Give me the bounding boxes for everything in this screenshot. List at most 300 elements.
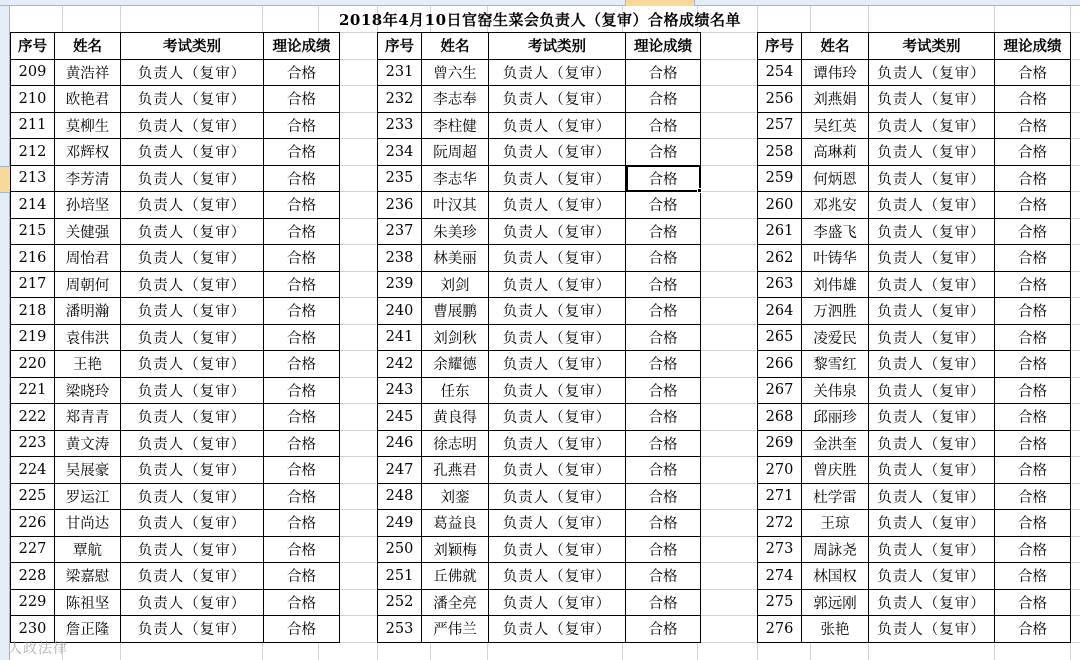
exam-type-cell[interactable]: 负责人（复审）: [121, 112, 264, 139]
seq-cell[interactable]: 254: [758, 59, 802, 86]
exam-type-cell[interactable]: 负责人（复审）: [121, 457, 264, 484]
fill-handle[interactable]: [697, 188, 702, 193]
seq-cell[interactable]: 264: [758, 298, 802, 325]
score-cell[interactable]: 合格: [626, 404, 701, 431]
name-cell[interactable]: 叶铸华: [802, 245, 869, 272]
seq-cell[interactable]: 218: [11, 298, 55, 325]
table-row: [758, 404, 1071, 431]
name-cell[interactable]: 甘尚达: [55, 510, 121, 537]
score-cell[interactable]: 合格: [626, 430, 701, 457]
seq-cell[interactable]: 249: [378, 510, 422, 537]
seq-cell[interactable]: 228: [11, 563, 55, 590]
seq-cell[interactable]: 243: [378, 377, 422, 404]
seq-cell[interactable]: 256: [758, 86, 802, 113]
header-name[interactable]: 姓名: [55, 33, 121, 60]
seq-cell[interactable]: 212: [11, 139, 55, 166]
table-row: [11, 298, 340, 325]
exam-type-cell[interactable]: 负责人（复审）: [489, 192, 626, 219]
seq-cell[interactable]: 250: [378, 536, 422, 563]
score-cell[interactable]: 合格: [264, 510, 340, 537]
name-cell[interactable]: 万泗胜: [802, 298, 869, 325]
seq-cell[interactable]: 221: [11, 377, 55, 404]
exam-type-cell[interactable]: 负责人（复审）: [121, 510, 264, 537]
exam-type-cell[interactable]: 负责人（复审）: [121, 86, 264, 113]
score-cell[interactable]: 合格: [626, 351, 701, 378]
header-score[interactable]: 理论成绩: [626, 33, 701, 60]
name-cell[interactable]: 张艳: [802, 616, 869, 643]
seq-cell[interactable]: 266: [758, 351, 802, 378]
seq-cell[interactable]: 276: [758, 616, 802, 643]
name-cell[interactable]: 叶汉其: [422, 192, 489, 219]
score-cell[interactable]: 合格: [626, 377, 701, 404]
exam-type-cell[interactable]: 负责人（复审）: [121, 245, 264, 272]
score-cell[interactable]: 合格: [264, 165, 340, 192]
seq-cell[interactable]: 225: [11, 483, 55, 510]
seq-cell[interactable]: 226: [11, 510, 55, 537]
score-cell[interactable]: 合格: [626, 192, 701, 219]
score-cell[interactable]: 合格: [264, 616, 340, 643]
name-cell[interactable]: 阮周超: [422, 139, 489, 166]
score-cell[interactable]: 合格: [995, 430, 1071, 457]
seq-cell[interactable]: 234: [378, 139, 422, 166]
name-cell[interactable]: 梁嘉慰: [55, 563, 121, 590]
name-cell[interactable]: 莫柳生: [55, 112, 121, 139]
seq-cell[interactable]: 215: [11, 218, 55, 245]
exam-type-cell[interactable]: 负责人（复审）: [489, 218, 626, 245]
name-cell[interactable]: 李志华: [422, 165, 489, 192]
exam-type-cell[interactable]: 负责人（复审）: [121, 404, 264, 431]
exam-type-cell[interactable]: 负责人（复审）: [489, 86, 626, 113]
name-cell[interactable]: 欧艳君: [55, 86, 121, 113]
score-cell[interactable]: 合格: [626, 589, 701, 616]
exam-type-cell[interactable]: 负责人（复审）: [121, 589, 264, 616]
seq-cell[interactable]: 251: [378, 563, 422, 590]
exam-type-cell[interactable]: 负责人（复审）: [869, 139, 995, 166]
score-cell[interactable]: 合格: [995, 377, 1071, 404]
score-cell[interactable]: 合格: [995, 298, 1071, 325]
table-row: [758, 245, 1071, 272]
table-row: [758, 298, 1071, 325]
seq-cell[interactable]: 270: [758, 457, 802, 484]
header-seq[interactable]: 序号: [11, 33, 55, 60]
name-cell[interactable]: 林国权: [802, 563, 869, 590]
exam-type-cell[interactable]: 负责人（复审）: [121, 430, 264, 457]
exam-type-cell[interactable]: 负责人（复审）: [869, 192, 995, 219]
exam-type-cell[interactable]: 负责人（复审）: [489, 245, 626, 272]
name-cell[interactable]: 曾六生: [422, 59, 489, 86]
exam-type-cell[interactable]: 负责人（复审）: [121, 377, 264, 404]
exam-type-cell[interactable]: 负责人（复审）: [121, 536, 264, 563]
exam-type-cell[interactable]: 负责人（复审）: [869, 324, 995, 351]
seq-cell[interactable]: 236: [378, 192, 422, 219]
seq-cell[interactable]: 271: [758, 483, 802, 510]
header-score[interactable]: 理论成绩: [264, 33, 340, 60]
seq-cell[interactable]: 261: [758, 218, 802, 245]
score-cell[interactable]: 合格: [626, 218, 701, 245]
seq-cell[interactable]: 239: [378, 271, 422, 298]
name-cell[interactable]: 杜学雷: [802, 483, 869, 510]
exam-type-cell[interactable]: 负责人（复审）: [869, 351, 995, 378]
score-cell[interactable]: 合格: [995, 483, 1071, 510]
name-cell[interactable]: 周詠尧: [802, 536, 869, 563]
seq-cell[interactable]: 257: [758, 112, 802, 139]
name-cell[interactable]: 黄文涛: [55, 430, 121, 457]
name-cell[interactable]: 李志奉: [422, 86, 489, 113]
name-cell[interactable]: 郭远刚: [802, 589, 869, 616]
seq-cell[interactable]: 229: [11, 589, 55, 616]
table-row: [11, 271, 340, 298]
score-cell[interactable]: 合格: [626, 112, 701, 139]
score-cell[interactable]: 合格: [626, 563, 701, 590]
score-cell[interactable]: 合格: [995, 351, 1071, 378]
name-cell[interactable]: 刘燕娟: [802, 86, 869, 113]
seq-cell[interactable]: 275: [758, 589, 802, 616]
seq-cell[interactable]: 246: [378, 430, 422, 457]
seq-cell[interactable]: 262: [758, 245, 802, 272]
score-cell[interactable]: 合格: [264, 112, 340, 139]
score-cell[interactable]: 合格: [995, 139, 1071, 166]
exam-type-cell[interactable]: 负责人（复审）: [869, 536, 995, 563]
seq-cell[interactable]: 230: [11, 616, 55, 643]
name-cell[interactable]: 罗运江: [55, 483, 121, 510]
name-cell[interactable]: 吴展豪: [55, 457, 121, 484]
name-cell[interactable]: 高琳莉: [802, 139, 869, 166]
watermark-text: 人政法律: [8, 641, 68, 657]
exam-type-cell[interactable]: 负责人（复审）: [121, 616, 264, 643]
score-cell[interactable]: 合格: [995, 457, 1071, 484]
name-cell[interactable]: 任东: [422, 377, 489, 404]
name-cell[interactable]: 丘佛就: [422, 563, 489, 590]
seq-cell[interactable]: 213: [11, 165, 55, 192]
score-cell[interactable]: 合格: [995, 510, 1071, 537]
name-cell[interactable]: 何炳恩: [802, 165, 869, 192]
exam-type-cell[interactable]: 负责人（复审）: [489, 457, 626, 484]
exam-type-cell[interactable]: 负责人（复审）: [489, 430, 626, 457]
score-cell[interactable]: 合格: [264, 324, 340, 351]
seq-cell[interactable]: 235: [378, 165, 422, 192]
exam-type-cell[interactable]: 负责人（复审）: [121, 139, 264, 166]
name-cell[interactable]: 邱丽珍: [802, 404, 869, 431]
score-cell[interactable]: 合格: [626, 616, 701, 643]
name-cell[interactable]: 邓辉权: [55, 139, 121, 166]
seq-cell[interactable]: 274: [758, 563, 802, 590]
table-row: [378, 218, 701, 245]
seq-cell[interactable]: 240: [378, 298, 422, 325]
selected-row-header[interactable]: [0, 166, 10, 193]
score-cell[interactable]: 合格: [995, 165, 1071, 192]
exam-type-cell[interactable]: 负责人（复审）: [869, 271, 995, 298]
score-cell[interactable]: 合格: [626, 86, 701, 113]
score-cell[interactable]: 合格: [995, 192, 1071, 219]
exam-type-cell[interactable]: 负责人（复审）: [489, 351, 626, 378]
table-row: [758, 536, 1071, 563]
seq-cell[interactable]: 220: [11, 351, 55, 378]
seq-cell[interactable]: 209: [11, 59, 55, 86]
name-cell[interactable]: 葛益良: [422, 510, 489, 537]
exam-type-cell[interactable]: 负责人（复审）: [869, 86, 995, 113]
seq-cell[interactable]: 219: [11, 324, 55, 351]
exam-type-cell[interactable]: 负责人（复审）: [869, 510, 995, 537]
name-cell[interactable]: 李盛飞: [802, 218, 869, 245]
score-cell[interactable]: 合格: [995, 616, 1071, 643]
seq-cell[interactable]: 272: [758, 510, 802, 537]
header-exam-type[interactable]: 考试类别: [489, 33, 626, 60]
seq-cell[interactable]: 252: [378, 589, 422, 616]
exam-type-cell[interactable]: 负责人（复审）: [121, 165, 264, 192]
score-cell[interactable]: 合格: [264, 192, 340, 219]
score-cell[interactable]: 合格: [995, 245, 1071, 272]
score-cell[interactable]: 合格: [626, 324, 701, 351]
name-cell[interactable]: 刘剑: [422, 271, 489, 298]
table-row: [378, 510, 701, 537]
exam-type-cell[interactable]: 负责人（复审）: [489, 59, 626, 86]
seq-cell[interactable]: 238: [378, 245, 422, 272]
exam-type-cell[interactable]: 负责人（复审）: [489, 298, 626, 325]
name-cell[interactable]: 黄浩祥: [55, 59, 121, 86]
score-cell[interactable]: 合格: [264, 245, 340, 272]
score-cell[interactable]: 合格: [264, 430, 340, 457]
name-cell[interactable]: 凌爱民: [802, 324, 869, 351]
header-name[interactable]: 姓名: [802, 33, 869, 60]
score-cell[interactable]: 合格: [995, 589, 1071, 616]
seq-cell[interactable]: 237: [378, 218, 422, 245]
exam-type-cell[interactable]: 负责人（复审）: [121, 483, 264, 510]
exam-type-cell[interactable]: 负责人（复审）: [489, 165, 626, 192]
exam-type-cell[interactable]: 负责人（复审）: [489, 139, 626, 166]
exam-type-cell[interactable]: 负责人（复审）: [121, 192, 264, 219]
name-cell[interactable]: 刘颖梅: [422, 536, 489, 563]
table-row: [378, 245, 701, 272]
table-header-row: [758, 33, 1071, 60]
seq-cell[interactable]: 216: [11, 245, 55, 272]
exam-type-cell[interactable]: 负责人（复审）: [869, 112, 995, 139]
exam-type-cell[interactable]: 负责人（复审）: [489, 271, 626, 298]
name-cell[interactable]: 潘全亮: [422, 589, 489, 616]
seq-cell[interactable]: 245: [378, 404, 422, 431]
name-cell[interactable]: 周朝何: [55, 271, 121, 298]
name-cell[interactable]: 郑青青: [55, 404, 121, 431]
name-cell[interactable]: 刘剑秋: [422, 324, 489, 351]
seq-cell[interactable]: 222: [11, 404, 55, 431]
name-cell[interactable]: 林美丽: [422, 245, 489, 272]
seq-cell[interactable]: 217: [11, 271, 55, 298]
name-cell[interactable]: 谭伟玲: [802, 59, 869, 86]
header-score[interactable]: 理论成绩: [995, 33, 1071, 60]
score-cell[interactable]: 合格: [995, 536, 1071, 563]
score-cell[interactable]: 合格: [995, 112, 1071, 139]
score-cell[interactable]: 合格: [264, 351, 340, 378]
score-cell[interactable]: 合格: [264, 271, 340, 298]
seq-cell[interactable]: 247: [378, 457, 422, 484]
score-cell[interactable]: 合格: [995, 218, 1071, 245]
exam-type-cell[interactable]: 负责人（复审）: [121, 298, 264, 325]
seq-cell[interactable]: 268: [758, 404, 802, 431]
table-row: [378, 589, 701, 616]
seq-cell[interactable]: 210: [11, 86, 55, 113]
exam-type-cell[interactable]: 负责人（复审）: [121, 59, 264, 86]
score-cell[interactable]: 合格: [264, 139, 340, 166]
exam-type-cell[interactable]: 负责人（复审）: [121, 351, 264, 378]
name-cell[interactable]: 袁伟洪: [55, 324, 121, 351]
table-row: [758, 218, 1071, 245]
exam-type-cell[interactable]: 负责人（复审）: [121, 218, 264, 245]
exam-type-cell[interactable]: 负责人（复审）: [869, 616, 995, 643]
score-cell[interactable]: 合格: [995, 59, 1071, 86]
header-seq[interactable]: 序号: [758, 33, 802, 60]
name-cell[interactable]: 严伟兰: [422, 616, 489, 643]
score-cell[interactable]: 合格: [626, 59, 701, 86]
table-row: [11, 563, 340, 590]
header-exam-type[interactable]: 考试类别: [869, 33, 995, 60]
row-header-bar[interactable]: [0, 6, 10, 660]
seq-cell[interactable]: 260: [758, 192, 802, 219]
name-cell[interactable]: 徐志明: [422, 430, 489, 457]
exam-type-cell[interactable]: 负责人（复审）: [121, 563, 264, 590]
name-cell[interactable]: 孔燕君: [422, 457, 489, 484]
name-cell[interactable]: 黄良得: [422, 404, 489, 431]
seq-cell[interactable]: 231: [378, 59, 422, 86]
score-cell[interactable]: 合格: [264, 298, 340, 325]
name-cell[interactable]: 余耀德: [422, 351, 489, 378]
sheet-title[interactable]: 2018年4月10日官窑生菜会负责人（复审）合格成绩名单: [338, 10, 742, 29]
name-cell[interactable]: 李芳清: [55, 165, 121, 192]
seq-cell[interactable]: 233: [378, 112, 422, 139]
table-row: [378, 139, 701, 166]
header-seq[interactable]: 序号: [378, 33, 422, 60]
name-cell[interactable]: 詹正隆: [55, 616, 121, 643]
active-cell[interactable]: 合格: [626, 165, 701, 192]
score-cell[interactable]: 合格: [995, 324, 1071, 351]
seq-cell[interactable]: 263: [758, 271, 802, 298]
exam-type-cell[interactable]: 负责人（复审）: [489, 563, 626, 590]
header-exam-type[interactable]: 考试类别: [121, 33, 264, 60]
score-cell[interactable]: 合格: [264, 589, 340, 616]
score-cell[interactable]: 合格: [264, 563, 340, 590]
score-cell[interactable]: 合格: [626, 271, 701, 298]
seq-cell[interactable]: 248: [378, 483, 422, 510]
table-row: [758, 112, 1071, 139]
seq-cell[interactable]: 224: [11, 457, 55, 484]
score-cell[interactable]: 合格: [626, 536, 701, 563]
name-cell[interactable]: 刘伟雄: [802, 271, 869, 298]
exam-type-cell[interactable]: 负责人（复审）: [869, 218, 995, 245]
name-cell[interactable]: 黎雪红: [802, 351, 869, 378]
score-cell[interactable]: 合格: [264, 536, 340, 563]
score-cell[interactable]: 合格: [264, 457, 340, 484]
name-cell[interactable]: 梁晓玲: [55, 377, 121, 404]
score-cell[interactable]: 合格: [626, 457, 701, 484]
exam-type-cell[interactable]: 负责人（复审）: [489, 377, 626, 404]
name-cell[interactable]: 曹展鹏: [422, 298, 489, 325]
exam-type-cell[interactable]: 负责人（复审）: [869, 457, 995, 484]
seq-cell[interactable]: 214: [11, 192, 55, 219]
seq-cell[interactable]: 267: [758, 377, 802, 404]
name-cell[interactable]: 王琼: [802, 510, 869, 537]
score-cell[interactable]: 合格: [995, 404, 1071, 431]
exam-type-cell[interactable]: 负责人（复审）: [869, 404, 995, 431]
seq-cell[interactable]: 273: [758, 536, 802, 563]
name-cell[interactable]: 李柱健: [422, 112, 489, 139]
exam-type-cell[interactable]: 负责人（复审）: [869, 430, 995, 457]
table-row: [378, 483, 701, 510]
name-cell[interactable]: 周怡君: [55, 245, 121, 272]
exam-type-cell[interactable]: 负责人（复审）: [121, 324, 264, 351]
seq-cell[interactable]: 269: [758, 430, 802, 457]
exam-type-cell[interactable]: 负责人（复审）: [121, 271, 264, 298]
name-cell[interactable]: 金洪奎: [802, 430, 869, 457]
score-cell[interactable]: 合格: [626, 245, 701, 272]
name-cell[interactable]: 刘銮: [422, 483, 489, 510]
seq-cell[interactable]: 232: [378, 86, 422, 113]
exam-type-cell[interactable]: 负责人（复审）: [489, 510, 626, 537]
seq-cell[interactable]: 227: [11, 536, 55, 563]
seq-cell[interactable]: 265: [758, 324, 802, 351]
table-row: [758, 192, 1071, 219]
score-cell[interactable]: 合格: [626, 139, 701, 166]
seq-cell[interactable]: 223: [11, 430, 55, 457]
seq-cell[interactable]: 242: [378, 351, 422, 378]
score-cell[interactable]: 合格: [264, 377, 340, 404]
exam-type-cell[interactable]: 负责人（复审）: [869, 59, 995, 86]
exam-type-cell[interactable]: 负责人（复审）: [489, 324, 626, 351]
exam-type-cell[interactable]: 负责人（复审）: [869, 165, 995, 192]
name-cell[interactable]: 关伟泉: [802, 377, 869, 404]
exam-type-cell[interactable]: 负责人（复审）: [869, 377, 995, 404]
exam-type-cell[interactable]: 负责人（复审）: [489, 112, 626, 139]
seq-cell[interactable]: 258: [758, 139, 802, 166]
name-cell[interactable]: 邓兆安: [802, 192, 869, 219]
score-cell[interactable]: 合格: [626, 510, 701, 537]
exam-type-cell[interactable]: 负责人（复审）: [869, 563, 995, 590]
score-cell[interactable]: 合格: [626, 298, 701, 325]
name-cell[interactable]: 关健强: [55, 218, 121, 245]
exam-type-cell[interactable]: 负责人（复审）: [869, 245, 995, 272]
seq-cell[interactable]: 241: [378, 324, 422, 351]
exam-type-cell[interactable]: 负责人（复审）: [489, 616, 626, 643]
score-table-2: [377, 32, 701, 643]
score-cell[interactable]: 合格: [264, 483, 340, 510]
table-row: [11, 192, 340, 219]
name-cell[interactable]: 朱美珍: [422, 218, 489, 245]
name-cell[interactable]: 覃航: [55, 536, 121, 563]
name-cell[interactable]: 陈祖坚: [55, 589, 121, 616]
score-cell[interactable]: 合格: [264, 86, 340, 113]
seq-cell[interactable]: 253: [378, 616, 422, 643]
score-cell[interactable]: 合格: [264, 404, 340, 431]
exam-type-cell[interactable]: 负责人（复审）: [869, 298, 995, 325]
exam-type-cell[interactable]: 负责人（复审）: [489, 404, 626, 431]
exam-type-cell[interactable]: 负责人（复审）: [489, 483, 626, 510]
score-cell[interactable]: 合格: [626, 483, 701, 510]
name-cell[interactable]: 孙培坚: [55, 192, 121, 219]
exam-type-cell[interactable]: 负责人（复审）: [869, 589, 995, 616]
exam-type-cell[interactable]: 负责人（复审）: [489, 536, 626, 563]
exam-type-cell[interactable]: 负责人（复审）: [489, 589, 626, 616]
exam-type-cell[interactable]: 负责人（复审）: [869, 483, 995, 510]
name-cell[interactable]: 王艳: [55, 351, 121, 378]
score-cell[interactable]: 合格: [995, 271, 1071, 298]
seq-cell[interactable]: 259: [758, 165, 802, 192]
score-cell[interactable]: 合格: [995, 86, 1071, 113]
header-name[interactable]: 姓名: [422, 33, 489, 60]
score-cell[interactable]: 合格: [264, 59, 340, 86]
seq-cell[interactable]: 211: [11, 112, 55, 139]
score-cell[interactable]: 合格: [264, 218, 340, 245]
name-cell[interactable]: 吴红英: [802, 112, 869, 139]
name-cell[interactable]: 潘明瀚: [55, 298, 121, 325]
name-cell[interactable]: 曾庆胜: [802, 457, 869, 484]
score-cell[interactable]: 合格: [995, 563, 1071, 590]
